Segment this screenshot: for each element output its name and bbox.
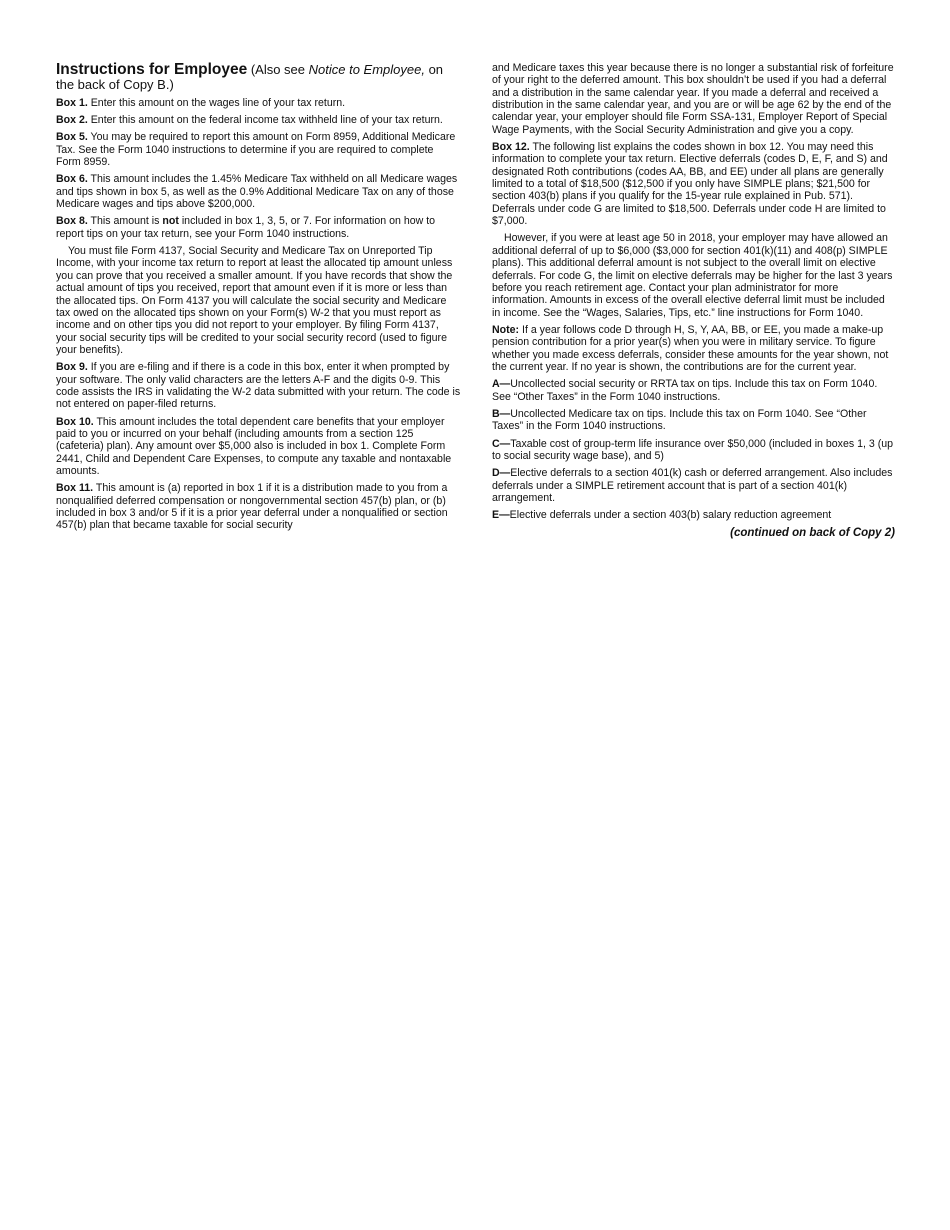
box6-label: Box 6. bbox=[56, 173, 88, 186]
code-a-text: Uncollected social security or RRTA tax on tips. Include this tax on Form 1040. See “Other Taxes” in the Form 1040 instructions. bbox=[492, 378, 878, 403]
code-b-text: Uncollected Medicare tax on tips. Include this tax on Form 1040. See “Other Taxes” in the Form 1040 instructions. bbox=[492, 407, 867, 433]
code-d-label: D— bbox=[492, 467, 511, 480]
box8-paragraph bbox=[56, 215, 461, 240]
code-e-text: Elective deferrals under a section 403(b) salary reduction agreement bbox=[509, 509, 832, 522]
code-a-item bbox=[492, 378, 895, 403]
box8-text-pre: This amount is bbox=[87, 215, 163, 228]
box12-paragraph bbox=[492, 141, 895, 227]
title-main: Instructions for Employee bbox=[56, 61, 248, 78]
box9-label: Box 9. bbox=[56, 361, 88, 374]
code-e-label: E— bbox=[492, 509, 510, 522]
box10-text: This amount includes the total dependent care benefits that your employer paid to you or incurred on your behalf (including amounts from a section 125 (cafeteria) plan). Any amount over $5,000 also is included in box 1. Complete Form 2441, Child and Dependent Care Expenses, to compute any taxable and nontaxable amounts. bbox=[56, 415, 452, 477]
code-c-text: Taxable cost of group-term life insurance over $50,000 (included in boxes 1, 3 (up to social security wage base), and 5) bbox=[492, 437, 894, 462]
note-label: Note: bbox=[492, 323, 520, 336]
title-rest-after: on the back of Copy B.) bbox=[56, 62, 444, 93]
box5-label: Box 5. bbox=[56, 131, 88, 144]
box5-paragraph bbox=[56, 131, 461, 168]
box12-label: Box 12. bbox=[492, 141, 530, 154]
box2-text: Enter this amount on the federal income tax withheld line of your tax return. bbox=[87, 114, 443, 127]
box6-paragraph bbox=[56, 173, 461, 210]
title-rest-before: (Also see bbox=[247, 62, 309, 77]
box9-paragraph bbox=[56, 361, 461, 410]
box12-text: The following list explains the codes shown in box 12. You may need this information to complete your tax return. Elective deferrals (codes D, E, F, and S) and designated Roth contributions (codes AA, BB, and EE) under all plans are generally limited to a total of $18,500 ($12,500 if you only have SIMPLE plans; $21,500 for section 403(b) plans if you qualify for the 15-year rule explained in Pub. 571). Deferrals under code G are limited to $18,500. Deferrals under code H are limited to $7,000. bbox=[492, 141, 888, 228]
continued-note: (continued on back of Copy 2) bbox=[730, 526, 895, 539]
code-b-label: B— bbox=[492, 407, 511, 420]
box9-text: If you are e-filing and if there is a code in this box, enter it when prompted by your software. The only valid characters are the letters A-F and the digits 0-9. This code assists the IRS in validating the W-2 data submitted with your return. The code is not entered on paper-filed returns. bbox=[56, 361, 461, 411]
code-e-item bbox=[492, 509, 895, 521]
code-c-item bbox=[492, 438, 895, 463]
box1-text: Enter this amount on the wages line of your tax return. bbox=[87, 96, 346, 109]
box10-paragraph bbox=[56, 416, 461, 478]
box6-text: This amount includes the 1.45% Medicare Tax withheld on all Medicare wages and tips shown in box 5, as well as the 0.9% Additional Medicare Tax on any of those Medicare wages and tips above $200,000. bbox=[56, 173, 458, 211]
note-text: If a year follows code D through H, S, Y, AA, BB, or EE, you made a make-up pension contribution for a prior year(s) when you were in military service. To figure whether you made excess deferrals, consider these amounts for the year shown, not the current year. If no year is shown, the contributions are for the current year. bbox=[492, 323, 889, 373]
code-b-item bbox=[492, 408, 895, 433]
note-paragraph bbox=[492, 324, 895, 373]
code-d-item bbox=[492, 467, 895, 504]
box11-paragraph bbox=[56, 482, 461, 531]
box8-label: Box 8. bbox=[56, 215, 88, 228]
box8-paragraph-2: You must file Form 4137, Social Security and Medicare Tax on Unreported Tip Income, with your income tax return to report at least the allocated tip amount unless you can prove that you received a smaller amount. If you have records that show the actual amount of tips you received, report that amount even if it is more or less than the allocated tips. On Form 4137 you will calculate the social security and Medicare tax owed on the allocated tips shown on your Form(s) W-2 that you must report as income and on other tips you did not report to your employer. By filing Form 4137, your social security tips will be credited to your social security record (used to figure your benefits). bbox=[56, 245, 453, 356]
box8-text-post: included in box 1, 3, 5, or 7. For information on how to report tips on your tax return, see your Form 1040 instructions. bbox=[56, 215, 436, 240]
code-d-text: Elective deferrals to a section 401(k) cash or deferred arrangement. Also includes deferrals under a SIMPLE retirement account that is part of a section 401(k) arrangement. bbox=[492, 467, 893, 504]
box11-label: Box 11. bbox=[56, 482, 94, 495]
code-a-label: A— bbox=[492, 378, 511, 391]
box5-text: You may be required to report this amount on Form 8959, Additional Medicare Tax. See the Form 1040 instructions to determine if you are required to complete Form 8959. bbox=[56, 131, 456, 169]
box1-label: Box 1. bbox=[56, 96, 88, 109]
box10-label: Box 10. bbox=[56, 415, 94, 428]
box2-label: Box 2. bbox=[56, 114, 88, 127]
box11-text: This amount is (a) reported in box 1 if it is a distribution made to you from a nonqualified deferred compensation or nongovernmental section 457(b) plan, or (b) included in box 3 and/or 5 if it is a prior year deferral under a nonqualified or section 457(b) plan that became taxable for social security bbox=[56, 482, 448, 532]
instructions-title bbox=[56, 62, 461, 93]
box2-paragraph bbox=[56, 114, 461, 126]
box1-paragraph bbox=[56, 97, 461, 109]
box12-paragraph-2: However, if you were at least age 50 in 2018, your employer may have allowed an additional deferral of up to $6,000 ($3,000 for section 401(k)(11) and 408(p) SIMPLE plans). This additional deferral amount is not subject to the overall limit on elective deferrals. For code G, the limit on elective deferrals may be higher for the last 3 years before you reach retirement age. Contact your plan administrator for more information. Amounts in excess of the overall elective deferral limit must be included in income. See the “Wages, Salaries, Tips, etc.” line instructions for Form 1040. bbox=[492, 232, 893, 319]
left-column bbox=[56, 62, 461, 537]
box8-text-bold: not bbox=[162, 215, 179, 228]
code-c-label: C— bbox=[492, 437, 511, 450]
right-column bbox=[492, 62, 895, 539]
box11-continued-paragraph: and Medicare taxes this year because there is no longer a substantial risk of forfeiture of your right to the deferred amount. This box shouldn’t be used if you had a deferral and a distribution in the same calendar year. If you made a deferral and received a distribution in the same calendar year, and you are or will be age 62 by the end of the calendar year, your employer should file Form SSA-131, Employer Report of Special Wage Payments, with the Social Security Administration and give you a copy. bbox=[492, 62, 894, 136]
title-rest-italic: Notice to Employee, bbox=[308, 62, 425, 77]
